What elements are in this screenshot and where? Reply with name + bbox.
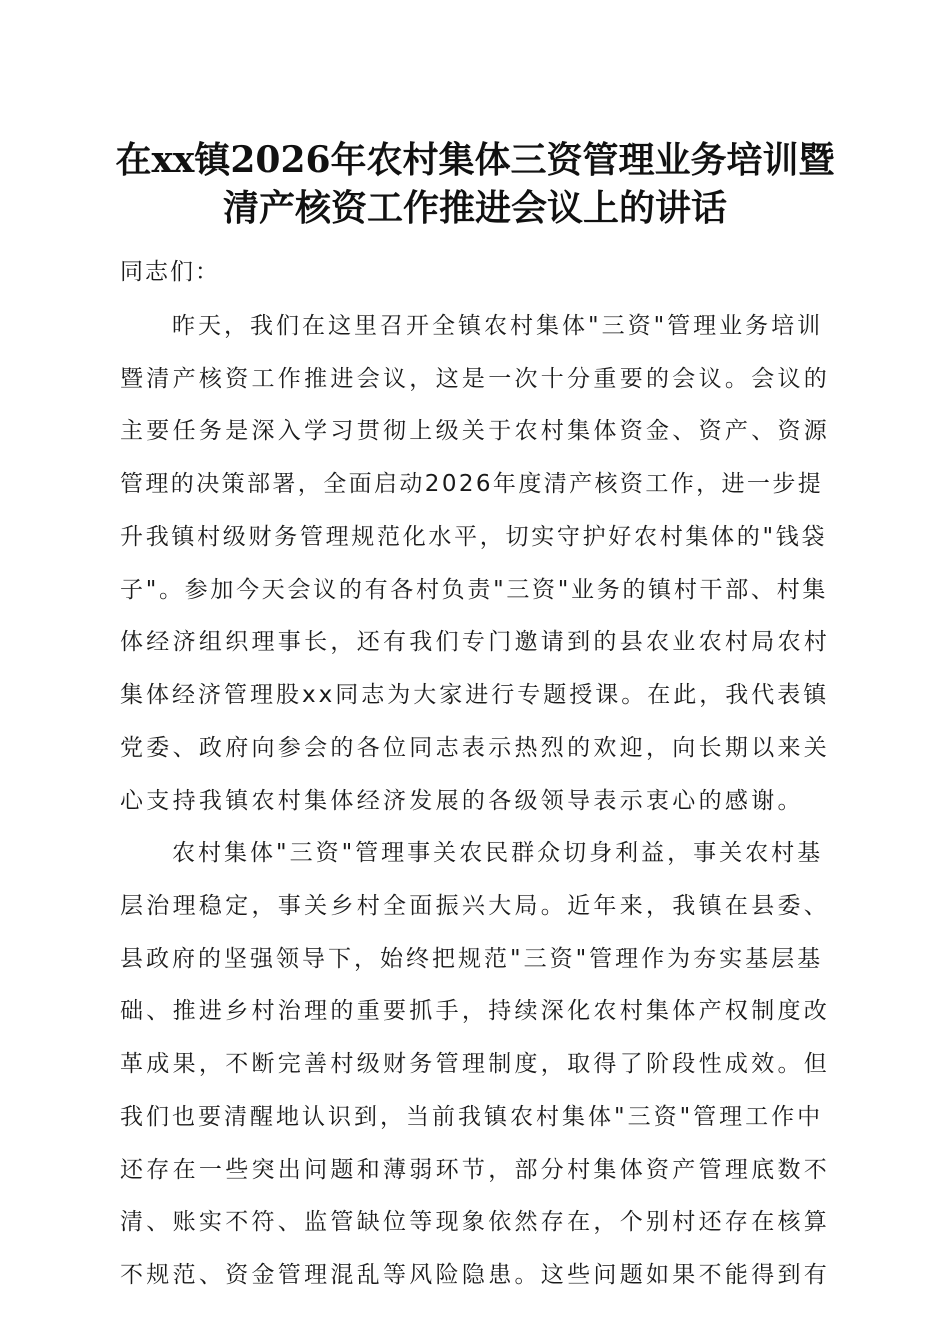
- body-line: 础、推进乡村治理的重要抓手，持续深化农村集体产权制度改: [120, 998, 831, 1024]
- body-line: 升我镇村级财务管理规范化水平，切实守护好农村集体的"钱袋: [120, 524, 828, 550]
- body-line: 我们也要清醒地认识到，当前我镇农村集体"三资"管理工作中: [120, 1104, 824, 1130]
- body-line: 党委、政府向参会的各位同志表示热烈的欢迎，向长期以来关: [120, 735, 831, 761]
- body-line: 清、账实不符、监管缺位等现象依然存在，个别村还存在核算: [120, 1209, 831, 1235]
- body-line: 革成果，不断完善村级财务管理制度，取得了阶段性成效。但: [120, 1051, 831, 1077]
- salutation: 同志们：: [120, 259, 220, 285]
- body-line: 层治理稳定，事关乡村全面振兴大局。近年来，我镇在县委、: [120, 893, 831, 919]
- body-line: 还存在一些突出问题和薄弱环节，部分村集体资产管理底数不: [120, 1157, 831, 1183]
- body-line: 管理的决策部署，全面启动2026年度清产核资工作，进一步提: [120, 471, 824, 497]
- body-line: 子"。参加今天会议的有各村负责"三资"业务的镇村干部、村集: [120, 577, 829, 603]
- body-line: 主要任务是深入学习贯彻上级关于农村集体资金、资产、资源: [120, 418, 831, 444]
- document-title-line-1: 在xx镇2026年农村集体三资管理业务培训暨: [115, 139, 835, 181]
- body-line: 暨清产核资工作推进会议，这是一次十分重要的会议。会议的: [120, 366, 831, 392]
- body-line: 昨天，我们在这里召开全镇农村集体"三资"管理业务培训: [120, 313, 824, 339]
- body-line: 心支持我镇农村集体经济发展的各级领导表示衷心的感谢。: [120, 788, 804, 814]
- body-line: 农村集体"三资"管理事关农民群众切身利益，事关农村基: [120, 840, 824, 866]
- body-line: 不规范、资金管理混乱等风险隐患。这些问题如果不能得到有: [120, 1262, 831, 1288]
- body-line: 体经济组织理事长，还有我们专门邀请到的县农业农村局农村: [120, 629, 831, 655]
- body-line: 集体经济管理股xx同志为大家进行专题授课。在此，我代表镇: [120, 682, 830, 708]
- body-line: 县政府的坚强领导下，始终把规范"三资"管理作为夯实基层基: [120, 946, 824, 972]
- document-title-line-2: 清产核资工作推进会议上的讲话: [222, 187, 727, 229]
